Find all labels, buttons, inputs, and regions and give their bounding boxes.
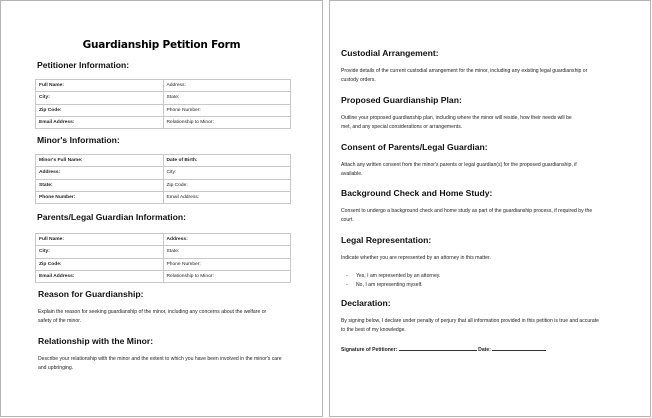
legal-option-yes-label: Yes, I am represented by an attorney. [356,273,441,279]
table-row [36,258,291,270]
bullet-icon: - [346,282,348,288]
custodial-heading: Custodial Arrangement: [341,48,439,58]
reason-heading: Reason for Guardianship: [38,289,144,299]
form-title: Guardianship Petition Form [82,39,241,51]
petitioner-full-name-field[interactable]: Full Name: [36,80,164,92]
plan-heading: Proposed Guardianship Plan: [341,95,462,105]
legal-option-yes[interactable] [346,273,440,279]
parent-email-field[interactable]: Email Address: [36,270,164,282]
petitioner-table [35,79,291,129]
table-row [36,167,291,179]
custodial-text: Provide details of the current custodial arrangement for the minor, including any existing legal guardianship or custody orders. [341,68,588,83]
signature-row [341,346,546,353]
petitioner-city-field[interactable]: City: [36,92,164,104]
parent-city-field[interactable]: City: [36,246,164,258]
parent-address-field[interactable]: Address: [163,234,291,246]
relationship-text: Describe your relationship with the minor and the extent to which you have been involved in the minor's care and upbringing. [38,356,282,371]
parents-table [35,233,291,283]
relationship-heading: Relationship with the Minor: [38,336,154,346]
plan-text: Outline your proposed guardianship plan, including where the minor will reside, how their needs will be met, and any special considerations or arrangements. [341,115,572,130]
bullet-icon: - [346,273,348,279]
parent-state-field[interactable]: State: [163,246,291,258]
minor-dob-field[interactable]: Date of Birth: [163,155,291,167]
declaration-heading: Declaration: [341,298,391,308]
table-row [36,92,291,104]
signature-label: Signature of Petitioner: [341,347,398,353]
document-page-2 [329,0,651,417]
legal-heading: Legal Representation: [341,235,432,245]
minor-email-field[interactable]: Email Address: [163,191,291,203]
date-line[interactable] [492,346,546,351]
petitioner-relationship-field[interactable]: Relationship to Minor: [163,116,291,128]
document-page-1 [0,0,323,417]
table-row [36,270,291,282]
minor-phone-field[interactable]: Phone Number: [36,191,164,203]
parent-zip-field[interactable]: Zip Code: [36,258,164,270]
legal-option-no[interactable] [346,282,423,288]
parents-heading: Parents/Legal Guardian Information: [37,212,186,222]
minor-address-field[interactable]: Address: [36,167,164,179]
petitioner-zip-field[interactable]: Zip Code: [36,104,164,116]
table-row [36,116,291,128]
minor-table [35,154,291,204]
parent-full-name-field[interactable]: Full Name: [36,234,164,246]
minor-zip-field[interactable]: Zip Code: [163,179,291,191]
signature-line[interactable] [399,346,477,351]
consent-text: Attach any written consent from the minor's parents or legal guardian(s) for the proposed guardianship, if available. [341,162,577,177]
table-row [36,246,291,258]
minor-city-field[interactable]: City: [163,167,291,179]
legal-option-no-label: No, I am representing myself. [356,282,423,288]
minor-heading: Minor's Information: [37,135,120,145]
background-heading: Background Check and Home Study: [341,188,493,198]
petitioner-email-field[interactable]: Email Address: [36,116,164,128]
table-row [36,191,291,203]
parent-relationship-field[interactable]: Relationship to Minor: [163,270,291,282]
parent-phone-field[interactable]: Phone Number: [163,258,291,270]
table-row [36,155,291,167]
minor-state-field[interactable]: State: [36,179,164,191]
background-text: Consent to undergo a background check and home study as part of the guardianship process, if required by the court. [341,208,593,223]
table-row [36,234,291,246]
table-row [36,179,291,191]
minor-full-name-field[interactable]: Minor's Full Name: [36,155,164,167]
legal-text: Indicate whether you are represented by an attorney in this matter. [341,255,491,261]
petitioner-address-field[interactable]: Address: [163,80,291,92]
table-row [36,80,291,92]
petitioner-state-field[interactable]: State: [163,92,291,104]
petitioner-heading: Petitioner Information: [37,60,130,70]
petitioner-phone-field[interactable]: Phone Number: [163,104,291,116]
consent-heading: Consent of Parents/Legal Guardian: [341,142,488,152]
date-label: Date: [478,347,491,353]
reason-text: Explain the reason for seeking guardianship of the minor, including any concerns about the welfare or safety of the minor. [38,309,267,324]
declaration-text: By signing below, I declare under penalty of perjury that all information provided in this petition is true and accurate to the best of my knowledge. [341,318,599,333]
table-row [36,104,291,116]
